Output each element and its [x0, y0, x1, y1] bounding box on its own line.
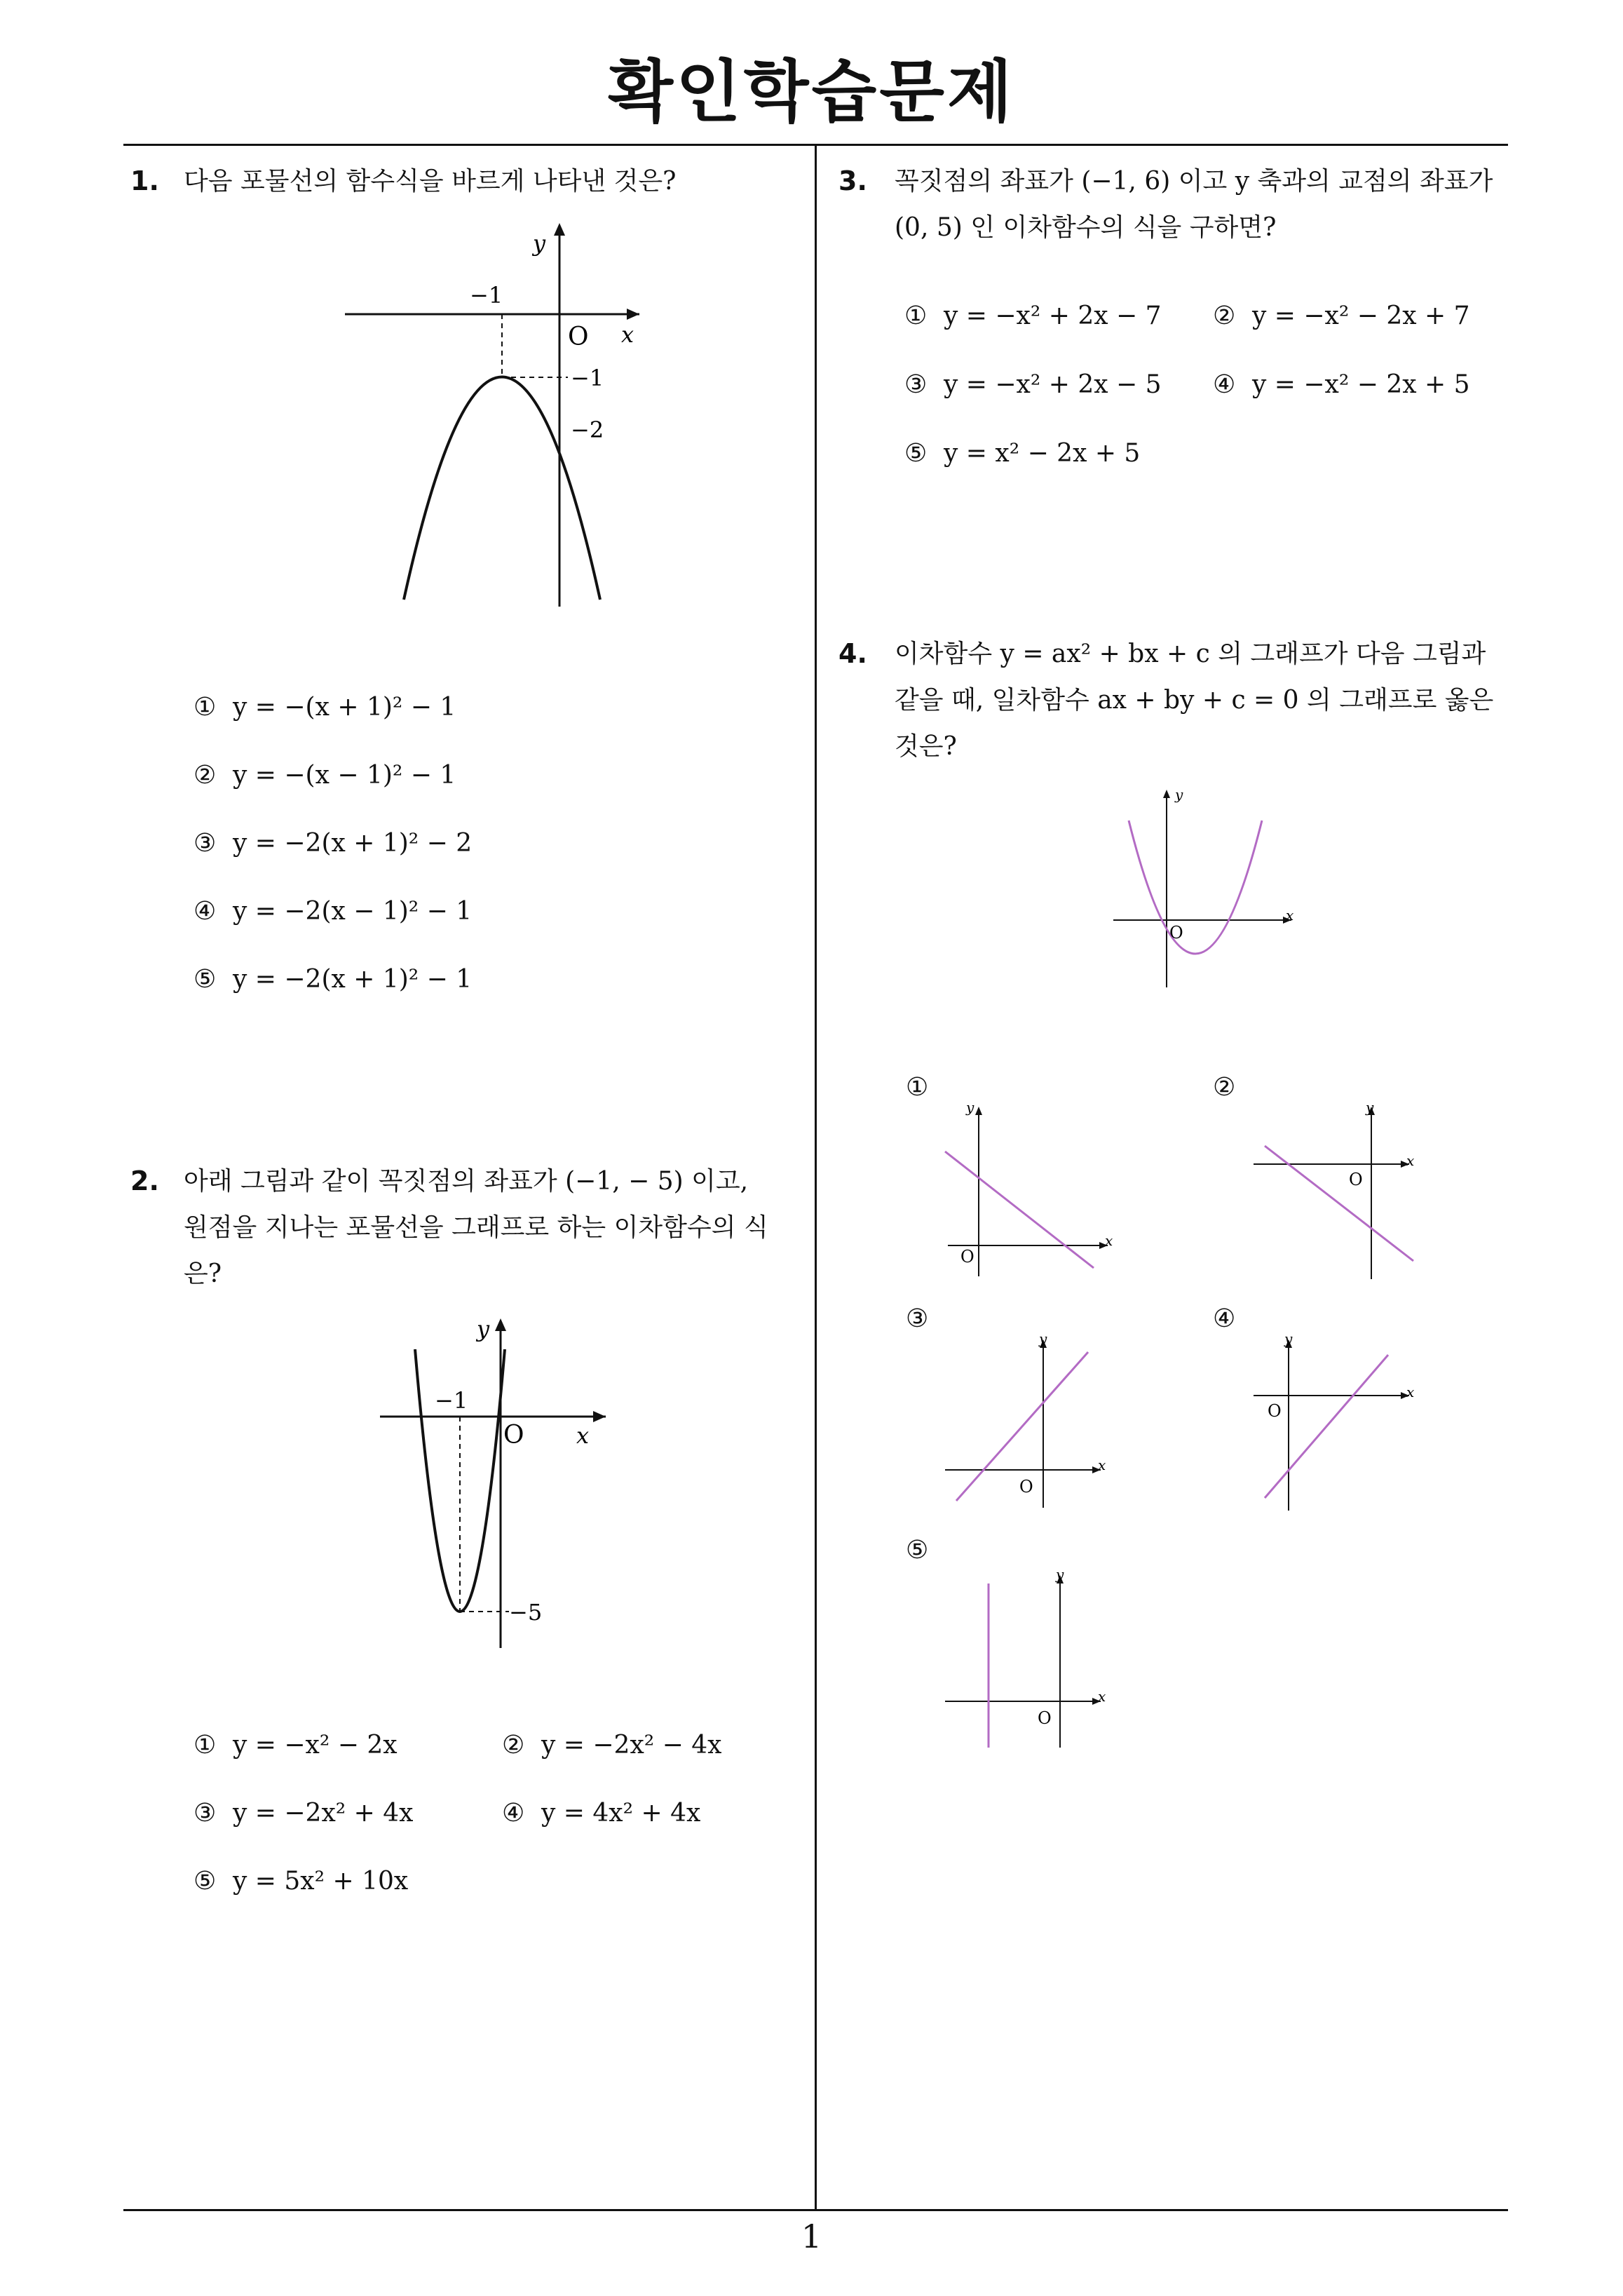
q4-main-origin-label: O [1169, 923, 1183, 943]
q3-choice-3[interactable] [904, 370, 1162, 399]
choice-mark: ④ [1213, 370, 1236, 399]
page-number: 1 [801, 2217, 822, 2255]
q2-text-line-3: 은? [184, 1260, 222, 1288]
choice-mark: ① [193, 1731, 217, 1760]
choice-expr: y = −2(x + 1)² − 1 [233, 965, 473, 994]
q1-x-arrow [627, 309, 639, 320]
q1-text: 다음 포물선의 함수식을 바르게 나타낸 것은? [184, 167, 677, 196]
q4-number: 4. [838, 638, 867, 669]
q4-main-y-label: y [1175, 786, 1183, 803]
q2-y-arrow [495, 1318, 506, 1331]
choice-expr: y = −x² + 2x − 5 [944, 370, 1162, 399]
option-origin-label: O [1038, 1708, 1052, 1728]
choice-mark: ① [904, 302, 928, 330]
option-x-label: x [1098, 1688, 1106, 1705]
option-line [1265, 1355, 1388, 1498]
q3-number: 3. [838, 166, 867, 196]
option-y-label: y [966, 1101, 975, 1116]
choice-mark: ① [193, 693, 217, 722]
option-y-label: y [1366, 1101, 1374, 1116]
q2-graph [372, 1304, 624, 1655]
q4-option-2-graph[interactable] [1248, 1101, 1430, 1283]
choice-mark: ⑤ [904, 439, 928, 468]
column-divider [815, 144, 817, 2211]
page-title: 확인학습문제 [608, 53, 1015, 131]
choice-expr: y = −2(x − 1)² − 1 [233, 897, 473, 926]
option-x-label: x [1406, 1384, 1415, 1400]
q3-choice-4[interactable] [1213, 370, 1470, 399]
q4-option-mark-5[interactable]: ⑤ [906, 1536, 929, 1565]
q2-choice-3[interactable] [193, 1799, 413, 1828]
option-y-label: y [1056, 1566, 1064, 1583]
q2-x-label: x [576, 1422, 590, 1449]
q1-choice-1[interactable] [193, 693, 456, 722]
q3-choice-5[interactable] [904, 439, 1140, 468]
option-line [1265, 1146, 1413, 1261]
choice-expr: y = −(x + 1)² − 1 [233, 693, 456, 722]
q1-tick-y2: −2 [571, 417, 604, 443]
q4-main-graph [1108, 785, 1318, 996]
option-origin-label: O [960, 1247, 975, 1267]
q4-option-mark-4[interactable]: ④ [1213, 1304, 1236, 1333]
option-origin-label: O [1019, 1477, 1033, 1497]
q4-option-3-graph[interactable] [939, 1332, 1122, 1515]
q4-main-parabola [1129, 821, 1262, 954]
q4-option-mark-1[interactable]: ① [906, 1073, 929, 1102]
choice-mark: ⑤ [193, 965, 217, 994]
choice-expr: y = x² − 2x + 5 [944, 439, 1141, 468]
option-x-label: x [1098, 1457, 1106, 1473]
choice-expr: y = −x² − 2x [233, 1731, 398, 1760]
q3-text-line-1: 꼭짓점의 좌표가 (−1, 6) 이고 y 축과의 교점의 좌표가 [895, 167, 1493, 196]
choice-expr: y = −x² − 2x + 7 [1252, 302, 1470, 330]
option-x-label: x [1406, 1152, 1415, 1169]
choice-expr: y = −2x² − 4x [541, 1731, 722, 1760]
q4-option-mark-2[interactable]: ② [1213, 1073, 1236, 1102]
option-x-label: x [1105, 1232, 1113, 1249]
q2-choice-2[interactable] [502, 1731, 721, 1760]
q4-option-5-graph[interactable] [939, 1564, 1122, 1753]
q1-graph [337, 210, 659, 617]
q4-main-y-arrow [1163, 790, 1170, 798]
option-y-label: y [1284, 1332, 1293, 1347]
choice-mark: ③ [193, 1799, 217, 1828]
choice-expr: y = −2x² + 4x [233, 1799, 414, 1828]
q4-text-line-1: 이차함수 y = ax² + bx + c 의 그래프가 다음 그림과 [895, 640, 1486, 668]
choice-mark: ⑤ [193, 1867, 217, 1896]
q4-option-1-graph[interactable] [939, 1101, 1122, 1283]
q4-main-x-label: x [1286, 907, 1294, 924]
choice-expr: y = 5x² + 10x [233, 1867, 409, 1896]
choice-expr: y = −(x − 1)² − 1 [233, 761, 456, 790]
choice-expr: y = −2(x + 1)² − 2 [233, 829, 473, 858]
q2-tick-y: −5 [509, 1599, 543, 1626]
option-origin-label: O [1268, 1401, 1282, 1421]
q1-origin-label: O [568, 323, 589, 351]
choice-mark: ② [193, 761, 217, 790]
q2-text-line-1: 아래 그림과 같이 꼭짓점의 좌표가 (−1, − 5) 이고, [184, 1167, 749, 1196]
q4-option-4-graph[interactable] [1248, 1332, 1430, 1515]
option-y-arrow [975, 1107, 982, 1115]
choice-expr: y = −x² + 2x − 7 [944, 302, 1162, 330]
q2-x-arrow [593, 1411, 606, 1422]
q1-tick-x: −1 [470, 282, 503, 309]
q2-choice-5[interactable] [193, 1867, 408, 1896]
q1-y-arrow [554, 223, 565, 236]
q3-choice-2[interactable] [1213, 302, 1470, 330]
q1-parabola [404, 377, 600, 600]
q1-choice-3[interactable] [193, 829, 472, 858]
q2-choice-1[interactable] [193, 1731, 398, 1760]
q1-y-label: y [533, 230, 546, 257]
q1-choice-2[interactable] [193, 761, 456, 790]
q1-choice-5[interactable] [193, 965, 472, 994]
q4-text-line-2: 같을 때, 일차함수 ax + by + c = 0 의 그래프로 옳은 [895, 686, 1494, 715]
q2-text-line-2: 원점을 지나는 포물선을 그래프로 하는 이차함수의 식 [184, 1213, 768, 1242]
q2-tick-x: −1 [435, 1387, 468, 1414]
choice-mark: ② [1213, 302, 1236, 330]
q1-x-label: x [621, 321, 634, 348]
q2-y-label: y [477, 1316, 490, 1342]
q1-number: 1. [130, 166, 159, 196]
q3-choice-1[interactable] [904, 302, 1162, 330]
choice-mark: ③ [904, 370, 928, 399]
choice-mark: ② [502, 1731, 525, 1760]
q4-text-line-3: 것은? [895, 732, 957, 761]
choice-mark: ④ [193, 897, 217, 926]
bottom-rule [123, 2209, 1508, 2211]
q2-number: 2. [130, 1166, 159, 1196]
choice-expr: y = 4x² + 4x [541, 1799, 701, 1828]
choice-mark: ④ [502, 1799, 525, 1828]
q1-choice-4[interactable] [193, 897, 472, 926]
q2-origin-label: O [503, 1421, 524, 1450]
choice-mark: ③ [193, 829, 217, 858]
option-y-label: y [1039, 1332, 1047, 1347]
q4-option-mark-3[interactable]: ③ [906, 1304, 929, 1333]
option-origin-label: O [1349, 1170, 1363, 1189]
q2-choice-4[interactable] [502, 1799, 700, 1828]
choice-expr: y = −x² − 2x + 5 [1252, 370, 1470, 399]
q3-text-line-2: (0, 5) 인 이차함수의 식을 구하면? [895, 213, 1277, 242]
q1-tick-y1: −1 [571, 365, 604, 391]
